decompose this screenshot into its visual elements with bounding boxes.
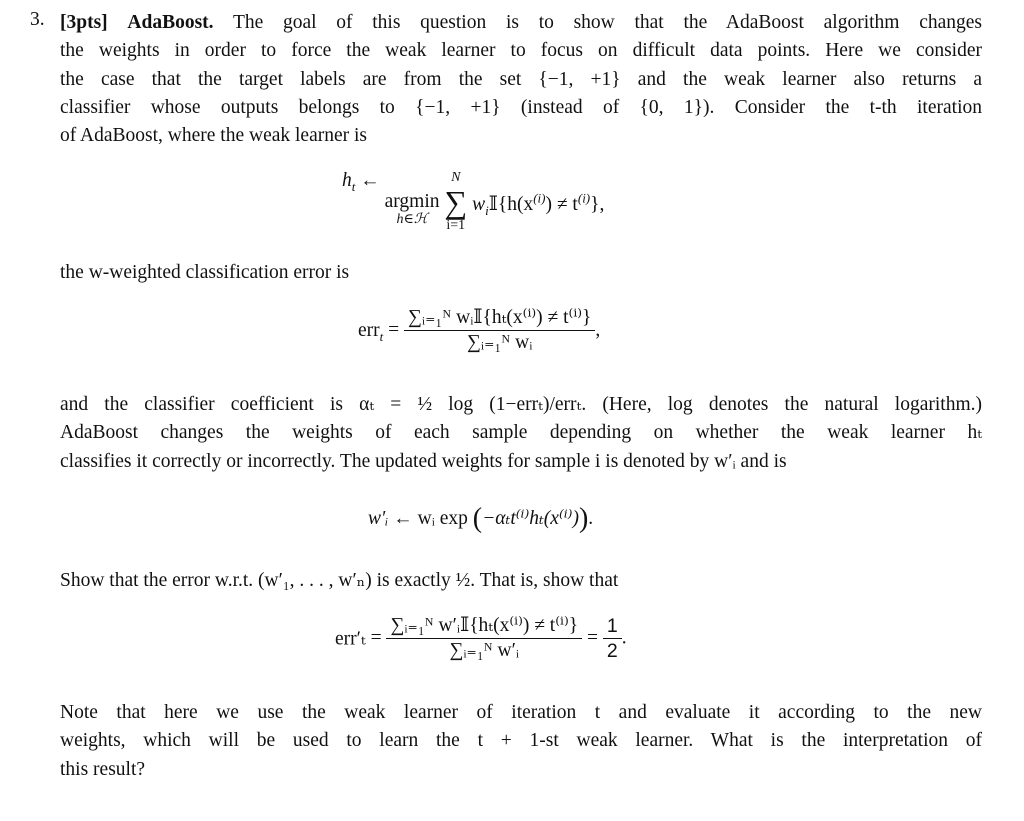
question-title: AdaBoost. <box>127 12 214 33</box>
intro-line-2: the weights in order to force the weak learner to focus on difficult data points. Here we consider <box>60 40 982 62</box>
note-line-1: Note that here we use the weak learner of iteration t and evaluate it according to the new <box>60 702 982 723</box>
eq4-half <box>603 614 622 663</box>
eq2-lhs-err: err <box>358 319 380 341</box>
eq3-end: . <box>588 508 594 529</box>
eq1-indicator: 𝕀{h(x <box>488 194 534 215</box>
eq4-numerator: ∑ᵢ₌₁ᴺ w′ᵢ𝕀{hₜ(x⁽ⁱ⁾) ≠ t⁽ⁱ⁾} <box>386 614 582 639</box>
coefficient-paragraph <box>60 391 982 476</box>
eq4-half-num: 1 <box>603 614 622 639</box>
eq2-equals: = <box>388 319 400 341</box>
note-paragraph <box>60 699 982 784</box>
eq2-denominator: ∑ᵢ₌₁ᴺ wᵢ <box>467 332 533 353</box>
eq1-sum <box>444 170 467 234</box>
eq3-rhs: wᵢ exp <box>417 508 468 529</box>
sum-symbol: ∑ <box>444 184 468 220</box>
eq4-equals-2: = <box>586 627 598 649</box>
eq2-fraction <box>404 306 595 355</box>
eq3-lhs: w′ᵢ <box>368 508 389 529</box>
eq2-lhs <box>358 319 384 344</box>
eq1-op-sub: h∈ℋ <box>396 212 428 227</box>
intro-line-3: the case that the target labels are from the set {−1, +1} and the weak learner also returns a <box>60 68 982 90</box>
eq1-sup-1: (i) <box>533 190 546 206</box>
eq4-denominator: ∑ᵢ₌₁ᴺ w′ᵢ <box>449 640 520 661</box>
werr-text: the w-weighted classification error is <box>60 262 350 283</box>
eq4-end: . <box>621 627 627 649</box>
intro-paragraph <box>60 9 982 150</box>
equation-weight-update <box>368 503 593 535</box>
eq1-op: argmin <box>384 191 440 212</box>
eq3-paren-close: ) <box>578 503 589 534</box>
eq1-lhs-sub: t <box>351 178 356 194</box>
coef-line-1: and the classifier coefficient is αₜ = ½ log (1−errₜ)/errₜ. (Here, log denotes the natural logarithm.) <box>60 394 982 415</box>
show-paragraph <box>60 567 982 595</box>
equation-weak-learner <box>342 170 604 234</box>
werr-paragraph <box>60 259 982 287</box>
eq1-argmin <box>385 192 440 228</box>
eq1-sup-2: (i) <box>577 190 591 206</box>
eq2-numerator: ∑ᵢ₌₁ᴺ wᵢ𝕀{hₜ(x⁽ⁱ⁾) ≠ t⁽ⁱ⁾} <box>404 306 595 331</box>
eq3-inner: −αₜt⁽ⁱ⁾hₜ(x⁽ⁱ⁾) <box>482 508 579 529</box>
eq2-lhs-sub: t <box>379 328 384 344</box>
eq1-sum-top: N <box>451 170 461 185</box>
show-text: Show that the error w.r.t. (w′₁, . . . , w′ₙ) is exactly ½. That is, show that <box>60 570 619 591</box>
coef-line-3: classifies it correctly or incorrectly. The updated weights for sample i is denoted by w′ᵢ and is <box>60 450 787 472</box>
eq4-lhs: err′ₜ <box>335 628 366 650</box>
note-line-3: this result? <box>60 758 146 780</box>
eq1-sum-bottom: i=1 <box>446 218 466 233</box>
eq1-end: }, <box>590 194 605 215</box>
intro-text-1: The goal of this question is to show that the AdaBoost algorithm changes <box>232 12 982 33</box>
equation-new-error <box>335 614 627 663</box>
question-number: 3. <box>30 9 45 30</box>
note-line-2: weights, which will be used to learn the t + 1-st weak learner. What is the interpretation of <box>60 730 982 752</box>
eq1-body <box>472 192 604 216</box>
question-points: [3pts] <box>60 12 108 33</box>
eq3-arrow: ← <box>393 508 413 529</box>
intro-line-1 <box>60 9 982 37</box>
coef-line-2: AdaBoost changes the weights of each sample depending on whether the weak learner hₜ <box>60 422 982 444</box>
intro-line-5: of AdaBoost, where the weak learner is <box>60 125 368 147</box>
eq1-lhs: h <box>342 170 352 191</box>
eq4-half-den: 2 <box>606 640 618 662</box>
eq1-body-sub: i <box>485 202 489 218</box>
eq4-equals: = <box>370 627 382 649</box>
eq1-arrow: ← <box>360 170 380 191</box>
eq2-end: , <box>595 319 601 341</box>
eq3-paren-open: ( <box>472 503 483 534</box>
intro-line-4: classifier whose outputs belongs to {−1, +1} (instead of {0, 1}). Consider the t-th iteration <box>60 96 982 118</box>
eq1-body-w: w <box>472 194 486 215</box>
eq1-neq: ) ≠ t <box>545 194 578 215</box>
eq4-fraction <box>386 614 582 663</box>
equation-error <box>358 306 600 355</box>
